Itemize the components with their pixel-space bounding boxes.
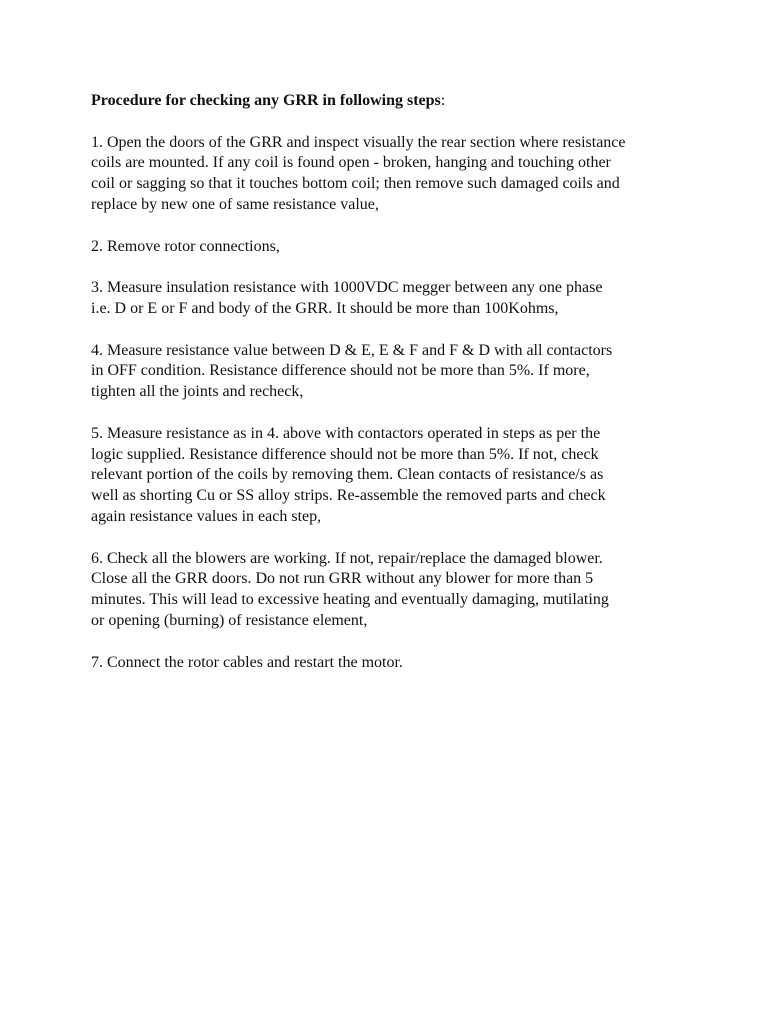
step-3-line: i.e. D or E or F and body of the GRR. It should be more than 100Kohms, <box>91 299 559 317</box>
procedure-steps <box>91 133 691 674</box>
document-page <box>91 91 691 694</box>
step-1-line: coil or sagging so that it touches bottom coil; then remove such damaged coils and <box>91 175 620 193</box>
step-5-line: well as shorting Cu or SS alloy strips. Re-assemble the removed parts and check <box>91 487 606 505</box>
step-6-line: Close all the GRR doors. Do not run GRR without any blower for more than 5 <box>91 570 594 588</box>
procedure-step-3 <box>91 278 691 320</box>
step-6-line: or opening (burning) of resistance element, <box>91 611 368 629</box>
step-3-line: 3. Measure insulation resistance with 1000VDC megger between any one phase <box>91 279 603 297</box>
procedure-step-4 <box>91 341 691 403</box>
procedure-step-5 <box>91 424 691 528</box>
step-6-line: minutes. This will lead to excessive heating and eventually damaging, mutilating <box>91 591 609 609</box>
step-1-line: replace by new one of same resistance value, <box>91 195 379 213</box>
step-5-line: again resistance values in each step, <box>91 507 322 525</box>
step-5-line: relevant portion of the coils by removing them. Clean contacts of resistance/s as <box>91 466 604 484</box>
step-5-line: 5. Measure resistance as in 4. above with contactors operated in steps as per the <box>91 424 601 442</box>
procedure-step-2 <box>91 237 691 258</box>
step-6-line: 6. Check all the blowers are working. If not, repair/replace the damaged blower. <box>91 549 603 567</box>
procedure-step-1 <box>91 133 691 216</box>
step-1-line: 1. Open the doors of the GRR and inspect visually the rear section where resistance <box>91 133 626 151</box>
document-title-colon: : <box>440 92 446 109</box>
step-2-line: 2. Remove rotor connections, <box>91 237 280 255</box>
step-7-line: 7. Connect the rotor cables and restart the motor. <box>91 653 403 671</box>
document-title-text: Procedure for checking any GRR in following steps <box>91 92 441 109</box>
step-4-line: in OFF condition. Resistance difference should not be more than 5%. If more, <box>91 362 590 380</box>
document-title <box>91 91 691 112</box>
step-1-line: coils are mounted. If any coil is found open - broken, hanging and touching other <box>91 154 611 172</box>
step-4-line: 4. Measure resistance value between D & E, E & F and F & D with all contactors <box>91 341 613 359</box>
step-5-line: logic supplied. Resistance difference should not be more than 5%. If not, check <box>91 445 599 463</box>
procedure-step-7 <box>91 653 691 674</box>
step-4-line: tighten all the joints and recheck, <box>91 383 304 401</box>
procedure-step-6 <box>91 549 691 632</box>
